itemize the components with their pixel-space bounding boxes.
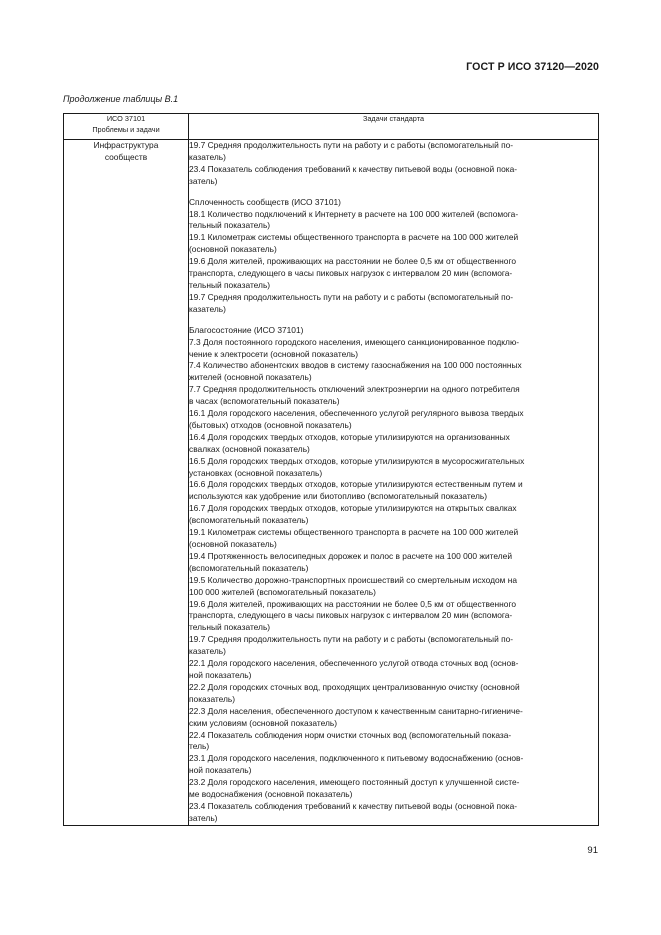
table-caption: Продолжение таблицы В.1: [63, 94, 179, 104]
standards-table: [63, 113, 599, 826]
content-line: тель): [189, 741, 210, 752]
content-line: ной показатель): [189, 669, 252, 680]
row-content-cell: [189, 140, 599, 826]
content-line: казатель): [189, 303, 226, 314]
content-line: тельный показатель): [189, 279, 271, 290]
content-line: жителей (основной показатель): [189, 372, 312, 383]
content-line: 22.1 Доля городского населения, обеспеченного услугой отвода сточных вод (основ-: [189, 658, 519, 669]
page-number: 91: [587, 845, 598, 856]
content-line: 19.7 Средняя продолжительность пути на работу и с работы (вспомогательный по-: [189, 634, 514, 645]
header-col1-line2: Проблемы и задачи: [92, 124, 160, 134]
content-group: [189, 140, 598, 188]
content-line: 19.4 Протяженность велосипедных дорожек и полос в расчете на 100 000 жителей: [189, 550, 512, 561]
content-line: 19.1 Километраж системы общественного транспорта в расчете на 100 000 жителей: [189, 527, 519, 538]
content-line: 19.7 Средняя продолжительность пути на работу и с работы (вспомогательный по-: [189, 140, 514, 150]
row-label-line1: Инфраструктура: [93, 140, 159, 150]
content-line: 18.1 Количество подключений к Интернету в расчете на 100 000 жителей (вспомога-: [189, 208, 519, 219]
row-label-cell: [64, 140, 189, 826]
content-line: 19.5 Количество дорожно-транспортных происшествий со смертельным исходом на: [189, 574, 518, 585]
content-line: (основной показатель): [189, 244, 277, 255]
content-line: 19.1 Километраж системы общественного транспорта в расчете на 100 000 жителей: [189, 232, 519, 243]
content-line: тельный показатель): [189, 220, 271, 231]
content-line: чение к электросети (основной показатель): [189, 348, 358, 359]
content-line: ной показатель): [189, 765, 252, 776]
content-line: 16.6 Доля городских твердых отходов, которые утилизируются естественным путем и: [189, 479, 523, 490]
content-line: 7.3 Доля постоянного городского населения, имеющего санкционированное подклю-: [189, 336, 520, 347]
header-col1-line1: ИСО 37101: [106, 114, 146, 123]
content-line: 16.7 Доля городских твердых отходов, которые утилизируются на открытых свалках: [189, 503, 517, 514]
content-line: 100 000 жителей (вспомогательный показатель): [189, 586, 376, 597]
content-line: (вспомогательный показатель): [189, 562, 309, 573]
content-group: [189, 325, 598, 825]
content-line: 22.2 Доля городских сточных вод, проходящих централизованную очистку (основной: [189, 681, 520, 692]
content-line: (вспомогательный показатель): [189, 515, 309, 526]
header-cell-standard-tasks: Задачи стандарта: [189, 114, 599, 140]
content-line: 16.1 Доля городского населения, обеспеченного услугой регулярного вывоза твердых: [189, 408, 524, 419]
header-cell-iso-37101: [64, 114, 189, 140]
content-group: [189, 197, 598, 316]
content-line: 16.4 Доля городских твердых отходов, которые утилизируются на организованных: [189, 431, 510, 442]
content-line: затель): [189, 812, 218, 823]
content-line: казатель): [189, 646, 226, 657]
content-line: казатель): [189, 151, 226, 162]
content-line: транспорта, следующего в часы пиковых нагрузок с интервалом 20 мин (вспомога-: [189, 610, 513, 621]
content-line: (основной показатель): [189, 539, 277, 549]
content-line: 23.2 Доля городского населения, имеющего постоянный доступ к улучшенной систе-: [189, 777, 520, 788]
content-line: (бытовых) отходов (основной показатель): [189, 419, 352, 430]
content-line: показатель): [189, 693, 236, 704]
table-header-row: [64, 114, 599, 140]
content-line: 23.1 Доля городского населения, подключенного к питьевому водоснабжению (основ-: [189, 753, 524, 764]
row-label-line2: сообществ: [104, 151, 148, 162]
content-line: используются как удобрение или биотопливо (вспомогательный показатель): [189, 491, 488, 502]
content-line: 23.4 Показатель соблюдения требований к качеству питьевой воды (основной пока-: [189, 800, 518, 811]
content-line: 19.6 Доля жителей, проживающих на расстоянии не более 0,5 км от общественного: [189, 598, 516, 609]
table-row: [64, 140, 599, 826]
content-line: 19.6 Доля жителей, проживающих на расстоянии не более 0,5 км от общественного: [189, 256, 516, 267]
content-line: 7.4 Количество абонентских вводов в систему газоснабжения на 100 000 постоянных: [189, 360, 522, 371]
content-line: 22.3 Доля населения, обеспеченного доступом к качественным санитарно-гигиениче-: [189, 705, 523, 716]
content-line: тельный показатель): [189, 622, 271, 633]
content-line: 23.4 Показатель соблюдения требований к качеству питьевой воды (основной пока-: [189, 163, 518, 174]
content-line: свалках (основной показатель): [189, 443, 310, 454]
content-line: Благосостояние (ИСО 37101): [189, 324, 304, 335]
content-line: 22.4 Показатель соблюдения норм очистки сточных вод (вспомогательный показа-: [189, 729, 512, 740]
document-code-header: ГОСТ Р ИСО 37120—2020: [466, 61, 599, 73]
content-line: 19.7 Средняя продолжительность пути на работу и с работы (вспомогательный по-: [189, 291, 514, 302]
content-line: в часах (вспомогательный показатель): [189, 396, 340, 407]
content-line: Сплоченность сообществ (ИСО 37101): [189, 196, 341, 207]
content-line: ме водоснабжения (основной показатель): [189, 789, 353, 800]
content-line: затель): [189, 175, 218, 186]
content-line: 16.5 Доля городских твердых отходов, которые утилизируются в мусоросжигательных: [189, 455, 525, 466]
content-line: 7.7 Средняя продолжительность отключений электроэнергии на одного потребителя: [189, 384, 520, 395]
content-line: установках (основной показатель): [189, 467, 323, 478]
content-line: ским условиям (основной показатель): [189, 717, 338, 728]
content-line: транспорта, следующего в часы пиковых нагрузок с интервалом 20 мин (вспомога-: [189, 268, 513, 279]
